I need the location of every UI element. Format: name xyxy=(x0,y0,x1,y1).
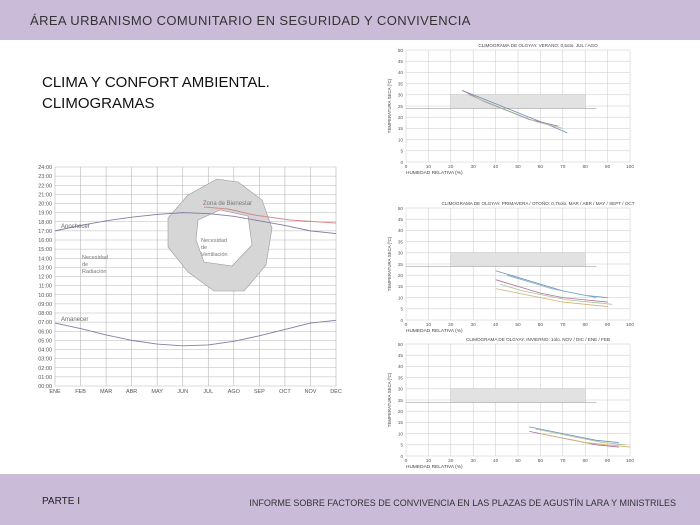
y-tick-label: 30 xyxy=(397,250,403,256)
x-tick-label: 10 xyxy=(425,459,432,464)
annotation-ventilation-3: Ventilación xyxy=(201,252,228,258)
y-tick-label: 45 xyxy=(397,217,403,222)
x-tick-label: 10 xyxy=(425,165,432,170)
x-tick-label: 30 xyxy=(470,323,476,328)
y-tick-label: 15 xyxy=(397,284,403,290)
series-label-amanecer: Amanecer xyxy=(61,317,89,323)
y-tick-label: 25 xyxy=(397,397,403,403)
chart-title: CLIMOGRAMA DE OLGYAY. VERANO: 0,5oto. JUL / AGO xyxy=(478,43,598,48)
y-tick-label: 14:00 xyxy=(38,256,52,263)
y-tick-label: 0 xyxy=(400,317,403,323)
y-tick-label: 20:00 xyxy=(38,201,52,208)
header-title: ÁREA URBANISMO COMUNITARIO EN SEGURIDAD Y CONVIVENCIA xyxy=(30,13,471,28)
x-tick-label: 60 xyxy=(537,165,544,170)
series-line-1 xyxy=(496,271,608,298)
x-tick-label: 60 xyxy=(537,323,544,328)
series-line-amanecer xyxy=(55,320,336,346)
x-tick-label: 50 xyxy=(515,165,521,170)
y-tick-label: 0 xyxy=(400,159,403,165)
y-tick-label: 08:00 xyxy=(38,311,52,317)
y-tick-label: 05:00 xyxy=(38,338,52,345)
y-tick-label: 11:00 xyxy=(38,283,52,290)
footer-report-title: INFORME SOBRE FACTORES DE CONVIVENCIA EN LAS PLAZAS DE AGUSTÍN LARA Y MINISTRILES xyxy=(249,498,676,508)
series-line-2 xyxy=(496,280,608,302)
x-tick-label: NOV xyxy=(304,389,317,395)
x-tick-label: JUN xyxy=(177,389,189,395)
x-axis-label: HUMEDAD RELATIVA (%) xyxy=(406,465,463,470)
y-tick-label: 35 xyxy=(397,375,403,381)
annotation-comfort-zone: Zona de Bienestar xyxy=(203,201,253,207)
annotation-radiation-1: Necesidad xyxy=(82,255,108,261)
comfort-zone-band xyxy=(451,95,585,108)
x-tick-label: 70 xyxy=(560,165,566,170)
y-tick-label: 17:00 xyxy=(38,228,52,235)
x-tick-label: ABR xyxy=(125,389,138,395)
y-tick-label: 21:00 xyxy=(38,192,52,199)
annotation-ventilation-1: Necesidad xyxy=(201,238,227,244)
x-tick-label: SEP xyxy=(253,389,265,395)
x-tick-label: JUL xyxy=(203,389,214,395)
x-tick-label: 90 xyxy=(604,323,611,328)
y-tick-label: 00:00 xyxy=(38,384,52,390)
y-tick-label: 12:00 xyxy=(38,274,52,281)
y-tick-label: 15 xyxy=(397,420,403,426)
footer-part-label: PARTE I xyxy=(42,496,80,507)
x-tick-label: 40 xyxy=(492,165,499,170)
y-tick-label: 50 xyxy=(397,205,403,211)
comfort-zone-band xyxy=(451,389,585,402)
x-tick-label: AGO xyxy=(227,389,240,395)
page-title xyxy=(42,72,270,114)
header-bar xyxy=(0,0,700,40)
x-tick-label: DEC xyxy=(330,389,342,395)
x-tick-label: MAR xyxy=(99,389,113,395)
y-tick-label: 25 xyxy=(397,103,403,109)
y-tick-label: 10 xyxy=(397,431,403,437)
y-tick-label: 01:00 xyxy=(38,374,52,381)
x-tick-label: ENE xyxy=(49,389,61,395)
y-tick-label: 40 xyxy=(397,364,403,370)
y-tick-label: 35 xyxy=(397,239,403,245)
x-tick-label: 100 xyxy=(625,323,635,328)
y-tick-label: 10:00 xyxy=(38,292,52,299)
comfort-zone-band xyxy=(451,253,585,266)
x-tick-label: 80 xyxy=(582,323,588,328)
page-title-line1: CLIMA Y CONFORT AMBIENTAL. xyxy=(42,74,270,91)
x-tick-label: 60 xyxy=(537,459,544,464)
y-tick-label: 30 xyxy=(397,92,403,98)
y-tick-label: 35 xyxy=(397,81,403,87)
page-title-line2: CLIMOGRAMAS xyxy=(42,95,155,112)
x-tick-label: 0 xyxy=(404,323,408,328)
series-line-3 xyxy=(500,284,612,304)
x-tick-label: 100 xyxy=(625,165,635,170)
x-tick-label: 20 xyxy=(448,459,454,464)
y-tick-label: 07:00 xyxy=(38,320,52,327)
y-tick-label: 50 xyxy=(397,47,403,53)
y-tick-label: 45 xyxy=(397,353,403,358)
olgyay-summer-chart xyxy=(370,42,670,192)
x-tick-label: FEB xyxy=(75,389,86,395)
x-tick-label: 70 xyxy=(560,459,566,464)
x-tick-label: 0 xyxy=(404,459,408,464)
x-tick-label: 80 xyxy=(582,459,588,464)
y-tick-label: 13:00 xyxy=(38,265,52,272)
y-tick-label: 20 xyxy=(397,273,403,278)
y-tick-label: 19:00 xyxy=(38,210,52,217)
x-axis-label: HUMEDAD RELATIVA (%) xyxy=(406,329,463,334)
x-tick-label: OCT xyxy=(279,389,291,395)
x-tick-label: 80 xyxy=(582,165,588,170)
x-tick-label: 20 xyxy=(448,165,454,170)
y-tick-label: 02:00 xyxy=(38,365,52,372)
y-tick-label: 15:00 xyxy=(38,247,52,254)
y-tick-label: 23:00 xyxy=(38,174,52,181)
y-tick-label: 5 xyxy=(400,148,403,154)
sun-hours-chart xyxy=(0,160,345,400)
y-tick-label: 03:00 xyxy=(38,356,52,363)
footer-bar xyxy=(0,474,700,525)
y-tick-label: 40 xyxy=(397,70,403,76)
y-tick-label: 09:00 xyxy=(38,301,52,308)
y-tick-label: 5 xyxy=(400,306,403,312)
x-tick-label: 40 xyxy=(492,323,499,328)
annotation-radiation-3: Radiación xyxy=(82,269,107,275)
y-tick-label: 22:00 xyxy=(38,183,52,190)
x-tick-label: 40 xyxy=(492,459,499,464)
y-tick-label: 16:00 xyxy=(38,238,52,244)
y-tick-label: 40 xyxy=(397,228,403,234)
x-tick-label: MAY xyxy=(151,389,163,395)
y-tick-label: 5 xyxy=(400,442,403,448)
annotation-ventilation-2: de xyxy=(201,245,208,251)
x-tick-label: 10 xyxy=(425,323,432,328)
y-axis-label: TEMPERATURA SECA (ºC) xyxy=(387,236,392,292)
chart-title: CLIMOGRAMA DE OLGYAY. PRIMAVERA / OTOÑO: 0,7solo. MAR / ABR / MAY / SEPT / OCT xyxy=(441,201,635,206)
x-tick-label: 90 xyxy=(604,165,611,170)
x-tick-label: 70 xyxy=(560,323,566,328)
y-tick-label: 30 xyxy=(397,386,403,392)
y-tick-label: 50 xyxy=(397,341,403,347)
y-tick-label: 10 xyxy=(397,137,403,143)
x-tick-label: 100 xyxy=(625,459,635,464)
x-axis-label: HUMEDAD RELATIVA (%) xyxy=(406,171,463,176)
y-tick-label: 24:00 xyxy=(38,165,52,171)
y-tick-label: 20 xyxy=(397,115,403,120)
x-tick-label: 90 xyxy=(604,459,611,464)
y-axis-label: TEMPERATURA SECA (ºC) xyxy=(387,78,392,134)
y-tick-label: 25 xyxy=(397,261,403,267)
x-tick-label: 50 xyxy=(515,323,521,328)
annotation-radiation-2: de xyxy=(82,262,89,268)
y-tick-label: 0 xyxy=(400,453,403,459)
x-tick-label: 30 xyxy=(470,165,476,170)
y-tick-label: 18:00 xyxy=(38,219,52,226)
x-tick-label: 20 xyxy=(448,323,454,328)
y-tick-label: 10 xyxy=(397,295,403,301)
y-axis-label: TEMPERATURA SECA (ºC) xyxy=(387,372,392,428)
y-tick-label: 06:00 xyxy=(38,329,52,336)
x-tick-label: 50 xyxy=(515,459,521,464)
y-tick-label: 04:00 xyxy=(38,347,52,354)
olgyay-spring-autumn-chart xyxy=(370,196,670,336)
series-label-anochecer: Anochecer xyxy=(61,224,90,230)
chart-title: CLIMOGRAMA DE OLGYAY. INVIERNO: 1olo. NOV / DIC / ENE / FEB xyxy=(466,337,610,342)
y-tick-label: 20 xyxy=(397,409,403,414)
x-tick-label: 0 xyxy=(404,165,408,170)
y-tick-label: 45 xyxy=(397,59,403,64)
olgyay-winter-chart xyxy=(370,336,670,476)
x-tick-label: 30 xyxy=(470,459,476,464)
y-tick-label: 15 xyxy=(397,126,403,132)
